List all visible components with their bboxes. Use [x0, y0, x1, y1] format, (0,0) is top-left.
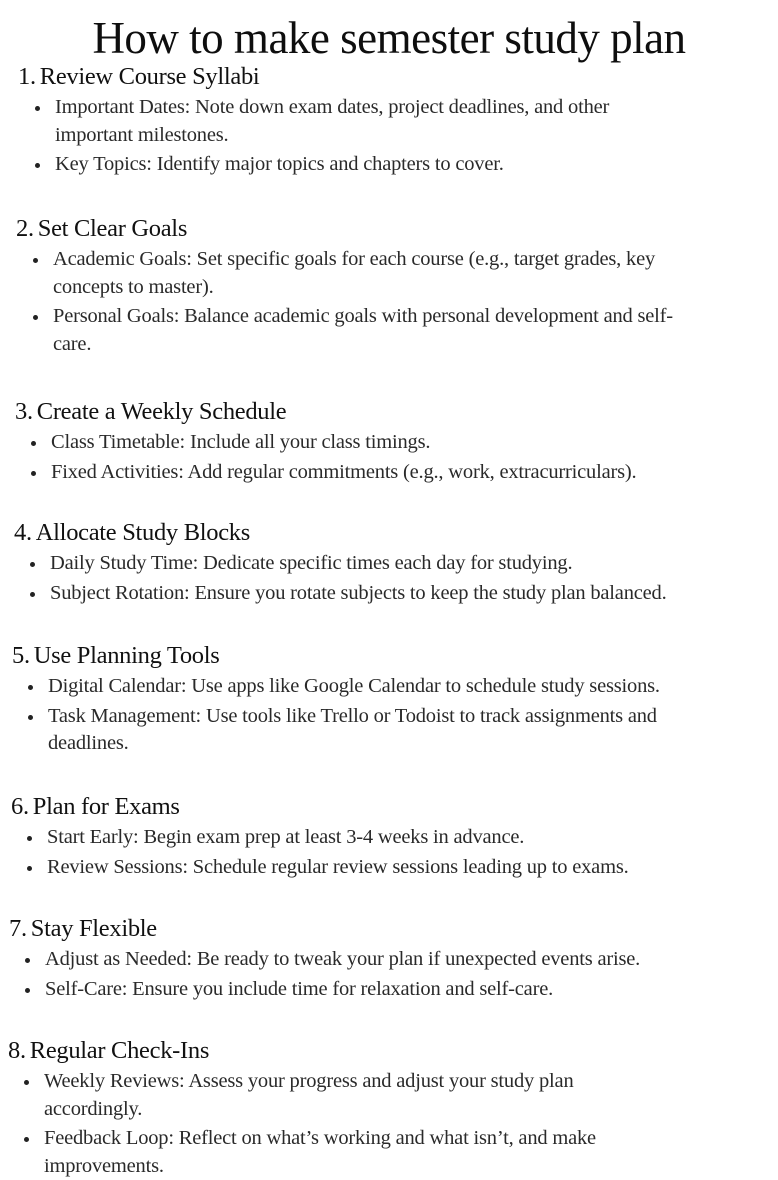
bullet-icon	[30, 562, 35, 567]
bullet-list	[29, 429, 636, 486]
section-create-weekly-schedule	[15, 397, 636, 486]
list-item	[25, 824, 629, 852]
list-item	[22, 1125, 596, 1180]
section-number: 7.	[9, 915, 27, 942]
list-item	[23, 976, 640, 1004]
bullet-text: Adjust as Needed: Be ready to tweak your plan if unexpected events arise.	[45, 948, 641, 970]
bullet-list	[22, 1068, 596, 1180]
bullet-text: Subject Rotation: Ensure you rotate subjects to keep the study plan balanced.	[50, 581, 667, 604]
bullet-text-continued: deadlines.	[48, 732, 129, 754]
bullet-text: Task Management: Use tools like Trello or Todoist to track assignments and	[48, 704, 657, 727]
list-item	[26, 703, 660, 758]
bullet-list	[26, 673, 660, 758]
section-title: Review Course Syllabi	[39, 63, 260, 90]
section-heading	[14, 518, 667, 548]
bullet-text: Daily Study Time: Dedicate specific times each day for studying.	[50, 552, 573, 574]
section-heading	[18, 62, 609, 92]
bullet-text-continued: improvements.	[44, 1154, 164, 1177]
bullet-text: Class Timetable: Include all your class timings.	[51, 431, 431, 453]
list-item	[28, 550, 667, 578]
section-heading	[12, 641, 660, 671]
bullet-list	[25, 824, 629, 881]
bullet-text: Personal Goals: Balance academic goals with personal development and self-	[53, 305, 673, 327]
section-heading	[8, 1036, 596, 1066]
section-title: Regular Check-Ins	[29, 1037, 210, 1064]
list-item	[29, 459, 636, 487]
section-allocate-study-blocks	[14, 518, 667, 607]
section-heading	[9, 914, 640, 944]
bullet-list	[33, 94, 609, 179]
bullet-text: Start Early: Begin exam prep at least 3-4 weeks in advance.	[47, 826, 525, 848]
list-item	[33, 94, 609, 149]
bullet-text: Important Dates: Note down exam dates, project deadlines, and other	[55, 96, 610, 118]
bullet-text: Self-Care: Ensure you include time for relaxation and self-care.	[45, 977, 554, 1000]
bullet-icon	[30, 592, 35, 597]
bullet-text-continued: accordingly.	[44, 1097, 143, 1120]
bullet-icon	[25, 988, 30, 993]
bullet-icon	[27, 836, 32, 841]
list-item	[22, 1068, 596, 1123]
list-item	[28, 580, 667, 608]
section-title: Stay Flexible	[30, 915, 157, 942]
bullet-text-continued: concepts to master).	[53, 275, 214, 298]
bullet-list	[31, 246, 673, 358]
bullet-text: Academic Goals: Set specific goals for each course (e.g., target grades, key	[53, 248, 656, 270]
bullet-icon	[31, 471, 36, 476]
section-number: 3.	[15, 398, 33, 425]
list-item	[26, 673, 660, 701]
section-regular-check-ins	[8, 1036, 596, 1180]
section-heading	[11, 792, 629, 822]
section-number: 2.	[16, 215, 34, 242]
section-title: Use Planning Tools	[33, 642, 220, 669]
bullet-icon	[24, 1137, 29, 1142]
section-title: Plan for Exams	[32, 793, 180, 820]
list-item	[33, 151, 609, 179]
bullet-text: Feedback Loop: Reflect on what’s working and what isn’t, and make	[44, 1127, 596, 1149]
bullet-text: Review Sessions: Schedule regular review sessions leading up to exams.	[47, 855, 629, 878]
list-item	[25, 854, 629, 882]
bullet-icon	[35, 106, 40, 111]
bullet-text: Key Topics: Identify major topics and chapters to cover.	[55, 153, 504, 175]
list-item	[31, 246, 673, 301]
bullet-icon	[25, 958, 30, 963]
page-title: How to make semester study plan	[92, 13, 686, 63]
section-use-planning-tools	[12, 641, 660, 758]
bullet-list	[28, 550, 667, 607]
section-plan-for-exams	[11, 792, 629, 881]
section-number: 1.	[18, 63, 36, 90]
section-heading	[16, 214, 673, 244]
section-title: Create a Weekly Schedule	[36, 398, 287, 425]
section-set-clear-goals	[16, 214, 673, 358]
section-title: Allocate Study Blocks	[35, 519, 250, 546]
bullet-icon	[24, 1080, 29, 1085]
bullet-icon	[31, 441, 36, 446]
bullet-text: Digital Calendar: Use apps like Google Calendar to schedule study sessions.	[48, 675, 660, 697]
bullet-icon	[27, 866, 32, 871]
bullet-icon	[28, 715, 33, 720]
bullet-icon	[33, 258, 38, 263]
section-number: 5.	[12, 642, 30, 669]
bullet-text-continued: care.	[53, 332, 92, 355]
bullet-list	[23, 946, 640, 1003]
bullet-text-continued: important milestones.	[55, 123, 229, 146]
bullet-text: Weekly Reviews: Assess your progress and adjust your study plan	[44, 1070, 574, 1092]
list-item	[23, 946, 640, 974]
bullet-icon	[33, 315, 38, 320]
section-heading	[15, 397, 636, 427]
bullet-icon	[28, 685, 33, 690]
bullet-text: Fixed Activities: Add regular commitments (e.g., work, extracurriculars).	[51, 460, 637, 483]
list-item	[31, 303, 673, 358]
section-stay-flexible	[9, 914, 640, 1003]
section-review-course-syllabi	[18, 62, 609, 179]
section-title: Set Clear Goals	[37, 215, 188, 242]
section-number: 6.	[11, 793, 29, 820]
section-number: 4.	[14, 519, 32, 546]
list-item	[29, 429, 636, 457]
bullet-icon	[35, 163, 40, 168]
section-number: 8.	[8, 1037, 26, 1064]
